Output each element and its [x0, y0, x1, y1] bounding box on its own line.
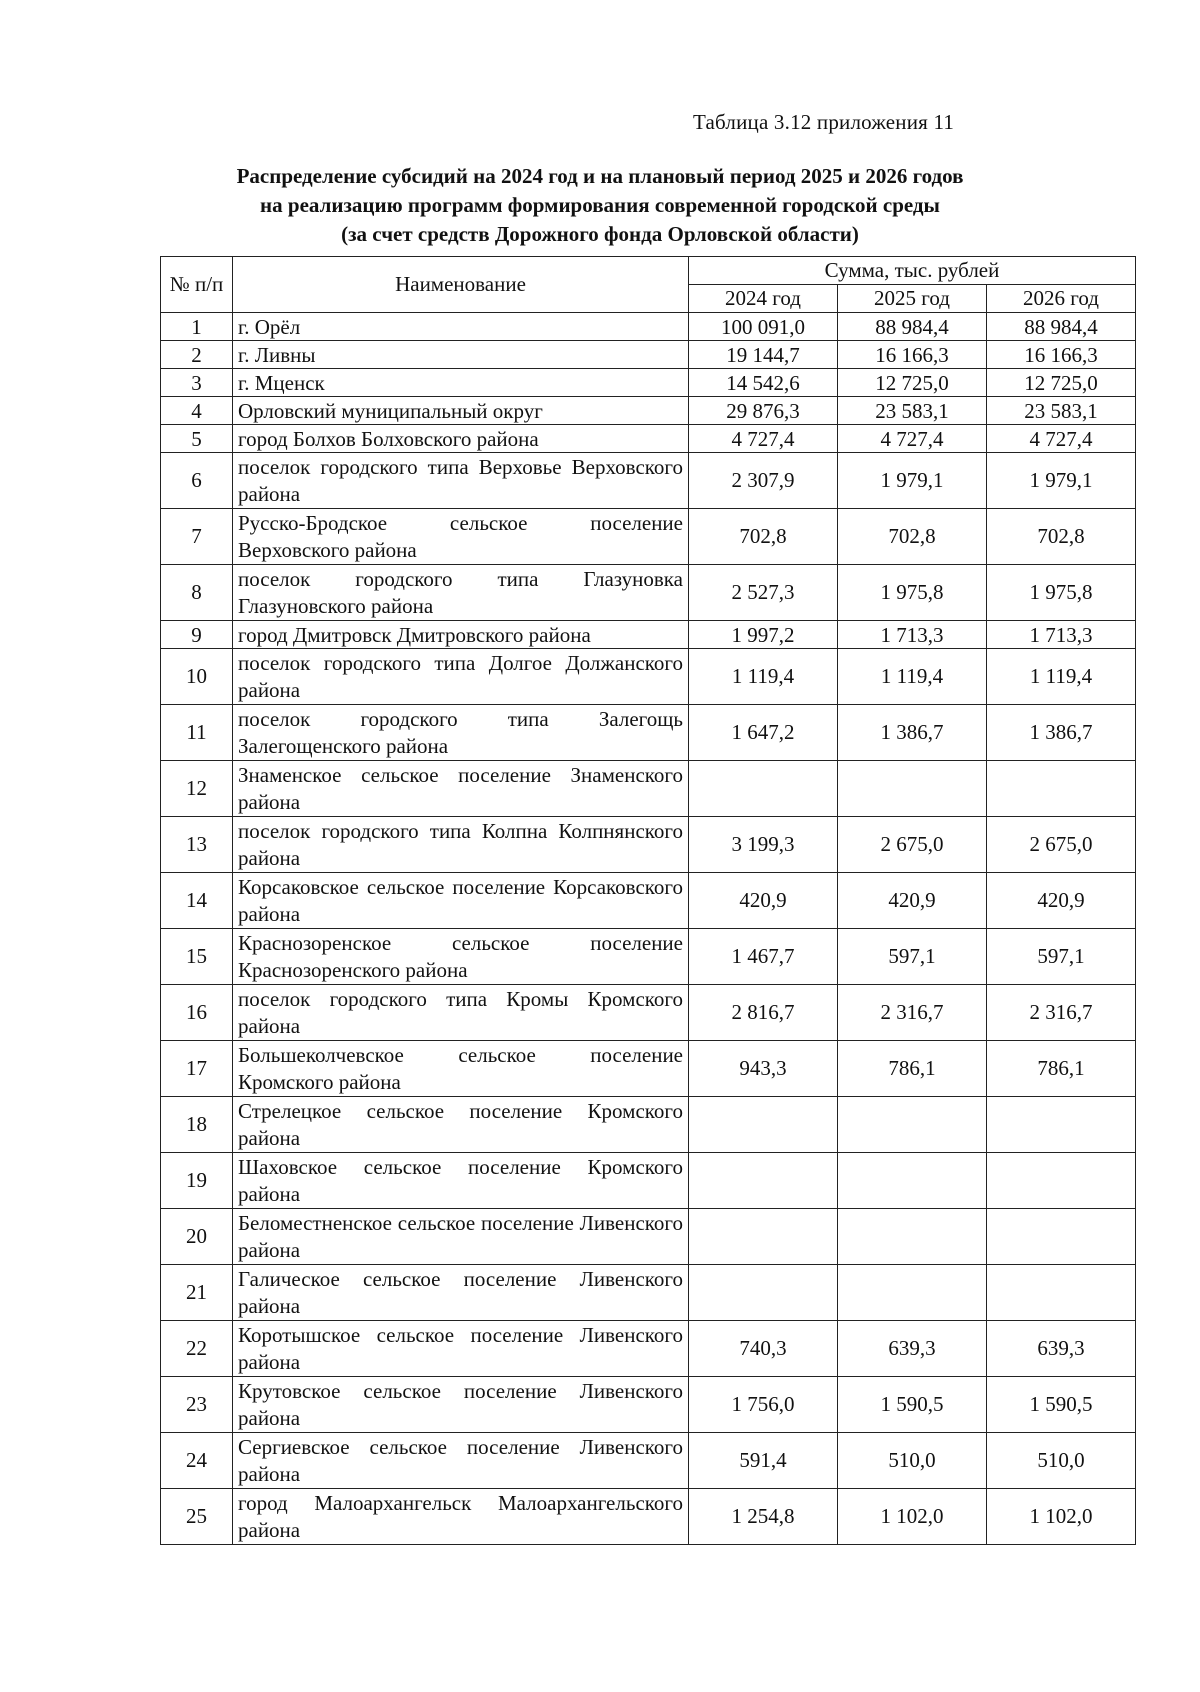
row-value-2026: 1 386,7	[987, 705, 1136, 761]
table-row	[161, 565, 1136, 621]
row-value-2026	[987, 1153, 1136, 1209]
table-row	[161, 1041, 1136, 1097]
row-value-2026	[987, 1209, 1136, 1265]
title-line: (за счет средств Дорожного фонда Орловской области)	[341, 222, 859, 246]
row-number: 12	[161, 761, 233, 817]
row-value-2024: 2 527,3	[689, 565, 838, 621]
row-name: Краснозоренское сельское поселение Краснозоренского района	[233, 929, 689, 985]
row-number: 7	[161, 509, 233, 565]
row-value-2026: 16 166,3	[987, 341, 1136, 369]
row-number: 14	[161, 873, 233, 929]
row-value-2026	[987, 761, 1136, 817]
row-value-2026: 1 979,1	[987, 453, 1136, 509]
row-number: 11	[161, 705, 233, 761]
row-value-2025: 1 979,1	[838, 453, 987, 509]
row-number: 6	[161, 453, 233, 509]
row-name: г. Мценск	[233, 369, 689, 397]
column-header-sum: Сумма, тыс. рублей	[689, 257, 1136, 285]
row-value-2024	[689, 1209, 838, 1265]
row-number: 20	[161, 1209, 233, 1265]
row-name: г. Орёл	[233, 313, 689, 341]
row-value-2024: 2 816,7	[689, 985, 838, 1041]
row-value-2024: 1 756,0	[689, 1377, 838, 1433]
row-value-2025: 1 386,7	[838, 705, 987, 761]
row-value-2025	[838, 1209, 987, 1265]
row-name: Сергиевское сельское поселение Ливенского района	[233, 1433, 689, 1489]
row-value-2026: 1 102,0	[987, 1489, 1136, 1545]
table-row	[161, 621, 1136, 649]
row-number: 17	[161, 1041, 233, 1097]
row-value-2024: 591,4	[689, 1433, 838, 1489]
row-value-2026: 2 675,0	[987, 817, 1136, 873]
row-value-2025: 1 119,4	[838, 649, 987, 705]
row-value-2026: 1 119,4	[987, 649, 1136, 705]
row-number: 1	[161, 313, 233, 341]
row-name: поселок городского типа Залегощь Залегощенского района	[233, 705, 689, 761]
table-row	[161, 929, 1136, 985]
row-value-2026: 1 713,3	[987, 621, 1136, 649]
row-name: Русско-Бродское сельское поселение Верховского района	[233, 509, 689, 565]
row-value-2025: 1 590,5	[838, 1377, 987, 1433]
row-value-2025	[838, 761, 987, 817]
row-name: поселок городского типа Верховье Верховского района	[233, 453, 689, 509]
subsidy-table	[160, 256, 1136, 1545]
row-number: 3	[161, 369, 233, 397]
row-value-2024: 420,9	[689, 873, 838, 929]
row-number: 21	[161, 1265, 233, 1321]
row-number: 4	[161, 397, 233, 425]
row-name: поселок городского типа Глазуновка Глазуновского района	[233, 565, 689, 621]
row-value-2026	[987, 1097, 1136, 1153]
row-name: город Болхов Болховского района	[233, 425, 689, 453]
row-value-2025: 420,9	[838, 873, 987, 929]
row-number: 18	[161, 1097, 233, 1153]
row-value-2026: 639,3	[987, 1321, 1136, 1377]
table-body	[161, 313, 1136, 1545]
table-row	[161, 1209, 1136, 1265]
row-name: город Малоархангельск Малоархангельского района	[233, 1489, 689, 1545]
row-value-2024: 100 091,0	[689, 313, 838, 341]
row-name: Большеколчевское сельское поселение Кромского района	[233, 1041, 689, 1097]
column-header-year-2024: 2024 год	[689, 285, 838, 313]
column-header-name: Наименование	[233, 257, 689, 313]
row-value-2024: 1 119,4	[689, 649, 838, 705]
table-row	[161, 1489, 1136, 1545]
row-value-2024: 4 727,4	[689, 425, 838, 453]
table-row	[161, 397, 1136, 425]
row-number: 10	[161, 649, 233, 705]
row-number: 22	[161, 1321, 233, 1377]
row-value-2024: 19 144,7	[689, 341, 838, 369]
row-value-2024	[689, 761, 838, 817]
row-value-2026: 1 975,8	[987, 565, 1136, 621]
row-value-2024	[689, 1265, 838, 1321]
row-value-2024	[689, 1097, 838, 1153]
row-value-2025	[838, 1097, 987, 1153]
row-number: 9	[161, 621, 233, 649]
table-row	[161, 1433, 1136, 1489]
row-name: Крутовское сельское поселение Ливенского района	[233, 1377, 689, 1433]
row-value-2025: 1 713,3	[838, 621, 987, 649]
row-value-2024: 702,8	[689, 509, 838, 565]
row-number: 16	[161, 985, 233, 1041]
table-row	[161, 1097, 1136, 1153]
row-value-2024: 2 307,9	[689, 453, 838, 509]
row-value-2024: 14 542,6	[689, 369, 838, 397]
row-value-2026	[987, 1265, 1136, 1321]
table-row	[161, 453, 1136, 509]
row-name: поселок городского типа Колпна Колпнянского района	[233, 817, 689, 873]
row-value-2025: 2 316,7	[838, 985, 987, 1041]
row-number: 25	[161, 1489, 233, 1545]
column-header-number: № п/п	[161, 257, 233, 313]
table-row	[161, 341, 1136, 369]
table-row	[161, 1377, 1136, 1433]
row-name: поселок городского типа Кромы Кромского района	[233, 985, 689, 1041]
row-value-2025: 1 975,8	[838, 565, 987, 621]
row-value-2024: 1 997,2	[689, 621, 838, 649]
row-number: 8	[161, 565, 233, 621]
table-row	[161, 649, 1136, 705]
row-value-2024: 29 876,3	[689, 397, 838, 425]
table-row	[161, 705, 1136, 761]
table-row	[161, 985, 1136, 1041]
row-number: 2	[161, 341, 233, 369]
row-value-2025: 510,0	[838, 1433, 987, 1489]
row-value-2025: 786,1	[838, 1041, 987, 1097]
row-value-2025: 702,8	[838, 509, 987, 565]
row-name: Знаменское сельское поселение Знаменского района	[233, 761, 689, 817]
table-row	[161, 369, 1136, 397]
row-value-2025: 2 675,0	[838, 817, 987, 873]
table-row	[161, 313, 1136, 341]
row-name: Коротышское сельское поселение Ливенского района	[233, 1321, 689, 1377]
row-value-2026: 510,0	[987, 1433, 1136, 1489]
row-value-2024: 1 254,8	[689, 1489, 838, 1545]
row-name: Орловский муниципальный округ	[233, 397, 689, 425]
row-value-2025	[838, 1153, 987, 1209]
row-value-2026: 12 725,0	[987, 369, 1136, 397]
table-row	[161, 873, 1136, 929]
document-title	[160, 162, 1040, 249]
row-number: 24	[161, 1433, 233, 1489]
row-value-2025: 16 166,3	[838, 341, 987, 369]
row-value-2024: 1 647,2	[689, 705, 838, 761]
row-value-2024	[689, 1153, 838, 1209]
row-number: 19	[161, 1153, 233, 1209]
row-value-2026: 702,8	[987, 509, 1136, 565]
row-value-2026: 23 583,1	[987, 397, 1136, 425]
row-name: Стрелецкое сельское поселение Кромского района	[233, 1097, 689, 1153]
row-number: 13	[161, 817, 233, 873]
row-value-2024: 1 467,7	[689, 929, 838, 985]
row-value-2026: 420,9	[987, 873, 1136, 929]
row-value-2024: 3 199,3	[689, 817, 838, 873]
row-value-2026: 786,1	[987, 1041, 1136, 1097]
row-value-2025	[838, 1265, 987, 1321]
row-value-2025: 639,3	[838, 1321, 987, 1377]
table-row	[161, 817, 1136, 873]
row-value-2025: 23 583,1	[838, 397, 987, 425]
row-value-2025: 88 984,4	[838, 313, 987, 341]
row-value-2025: 12 725,0	[838, 369, 987, 397]
row-value-2025: 1 102,0	[838, 1489, 987, 1545]
row-value-2024: 740,3	[689, 1321, 838, 1377]
row-name: Галическое сельское поселение Ливенского района	[233, 1265, 689, 1321]
row-value-2026: 597,1	[987, 929, 1136, 985]
row-number: 23	[161, 1377, 233, 1433]
row-value-2026: 2 316,7	[987, 985, 1136, 1041]
row-value-2025: 4 727,4	[838, 425, 987, 453]
row-name: поселок городского типа Долгое Должанского района	[233, 649, 689, 705]
row-value-2026: 1 590,5	[987, 1377, 1136, 1433]
row-value-2024: 943,3	[689, 1041, 838, 1097]
row-value-2025: 597,1	[838, 929, 987, 985]
row-name: г. Ливны	[233, 341, 689, 369]
title-line: Распределение субсидий на 2024 год и на плановый период 2025 и 2026 годов	[236, 164, 964, 188]
column-header-year-2025: 2025 год	[838, 285, 987, 313]
row-number: 5	[161, 425, 233, 453]
column-header-year-2026: 2026 год	[987, 285, 1136, 313]
row-name: Шаховское сельское поселение Кромского района	[233, 1153, 689, 1209]
table-row	[161, 509, 1136, 565]
row-value-2026: 4 727,4	[987, 425, 1136, 453]
row-number: 15	[161, 929, 233, 985]
title-line: на реализацию программ формирования современной городской среды	[260, 193, 940, 217]
row-value-2026: 88 984,4	[987, 313, 1136, 341]
table-row	[161, 761, 1136, 817]
table-row	[161, 425, 1136, 453]
table-reference: Таблица 3.12 приложения 11	[693, 110, 955, 134]
row-name: город Дмитровск Дмитровского района	[233, 621, 689, 649]
table-row	[161, 1153, 1136, 1209]
row-name: Беломестненское сельское поселение Ливенского района	[233, 1209, 689, 1265]
row-name: Корсаковское сельское поселение Корсаковского района	[233, 873, 689, 929]
table-row	[161, 1321, 1136, 1377]
table-row	[161, 1265, 1136, 1321]
